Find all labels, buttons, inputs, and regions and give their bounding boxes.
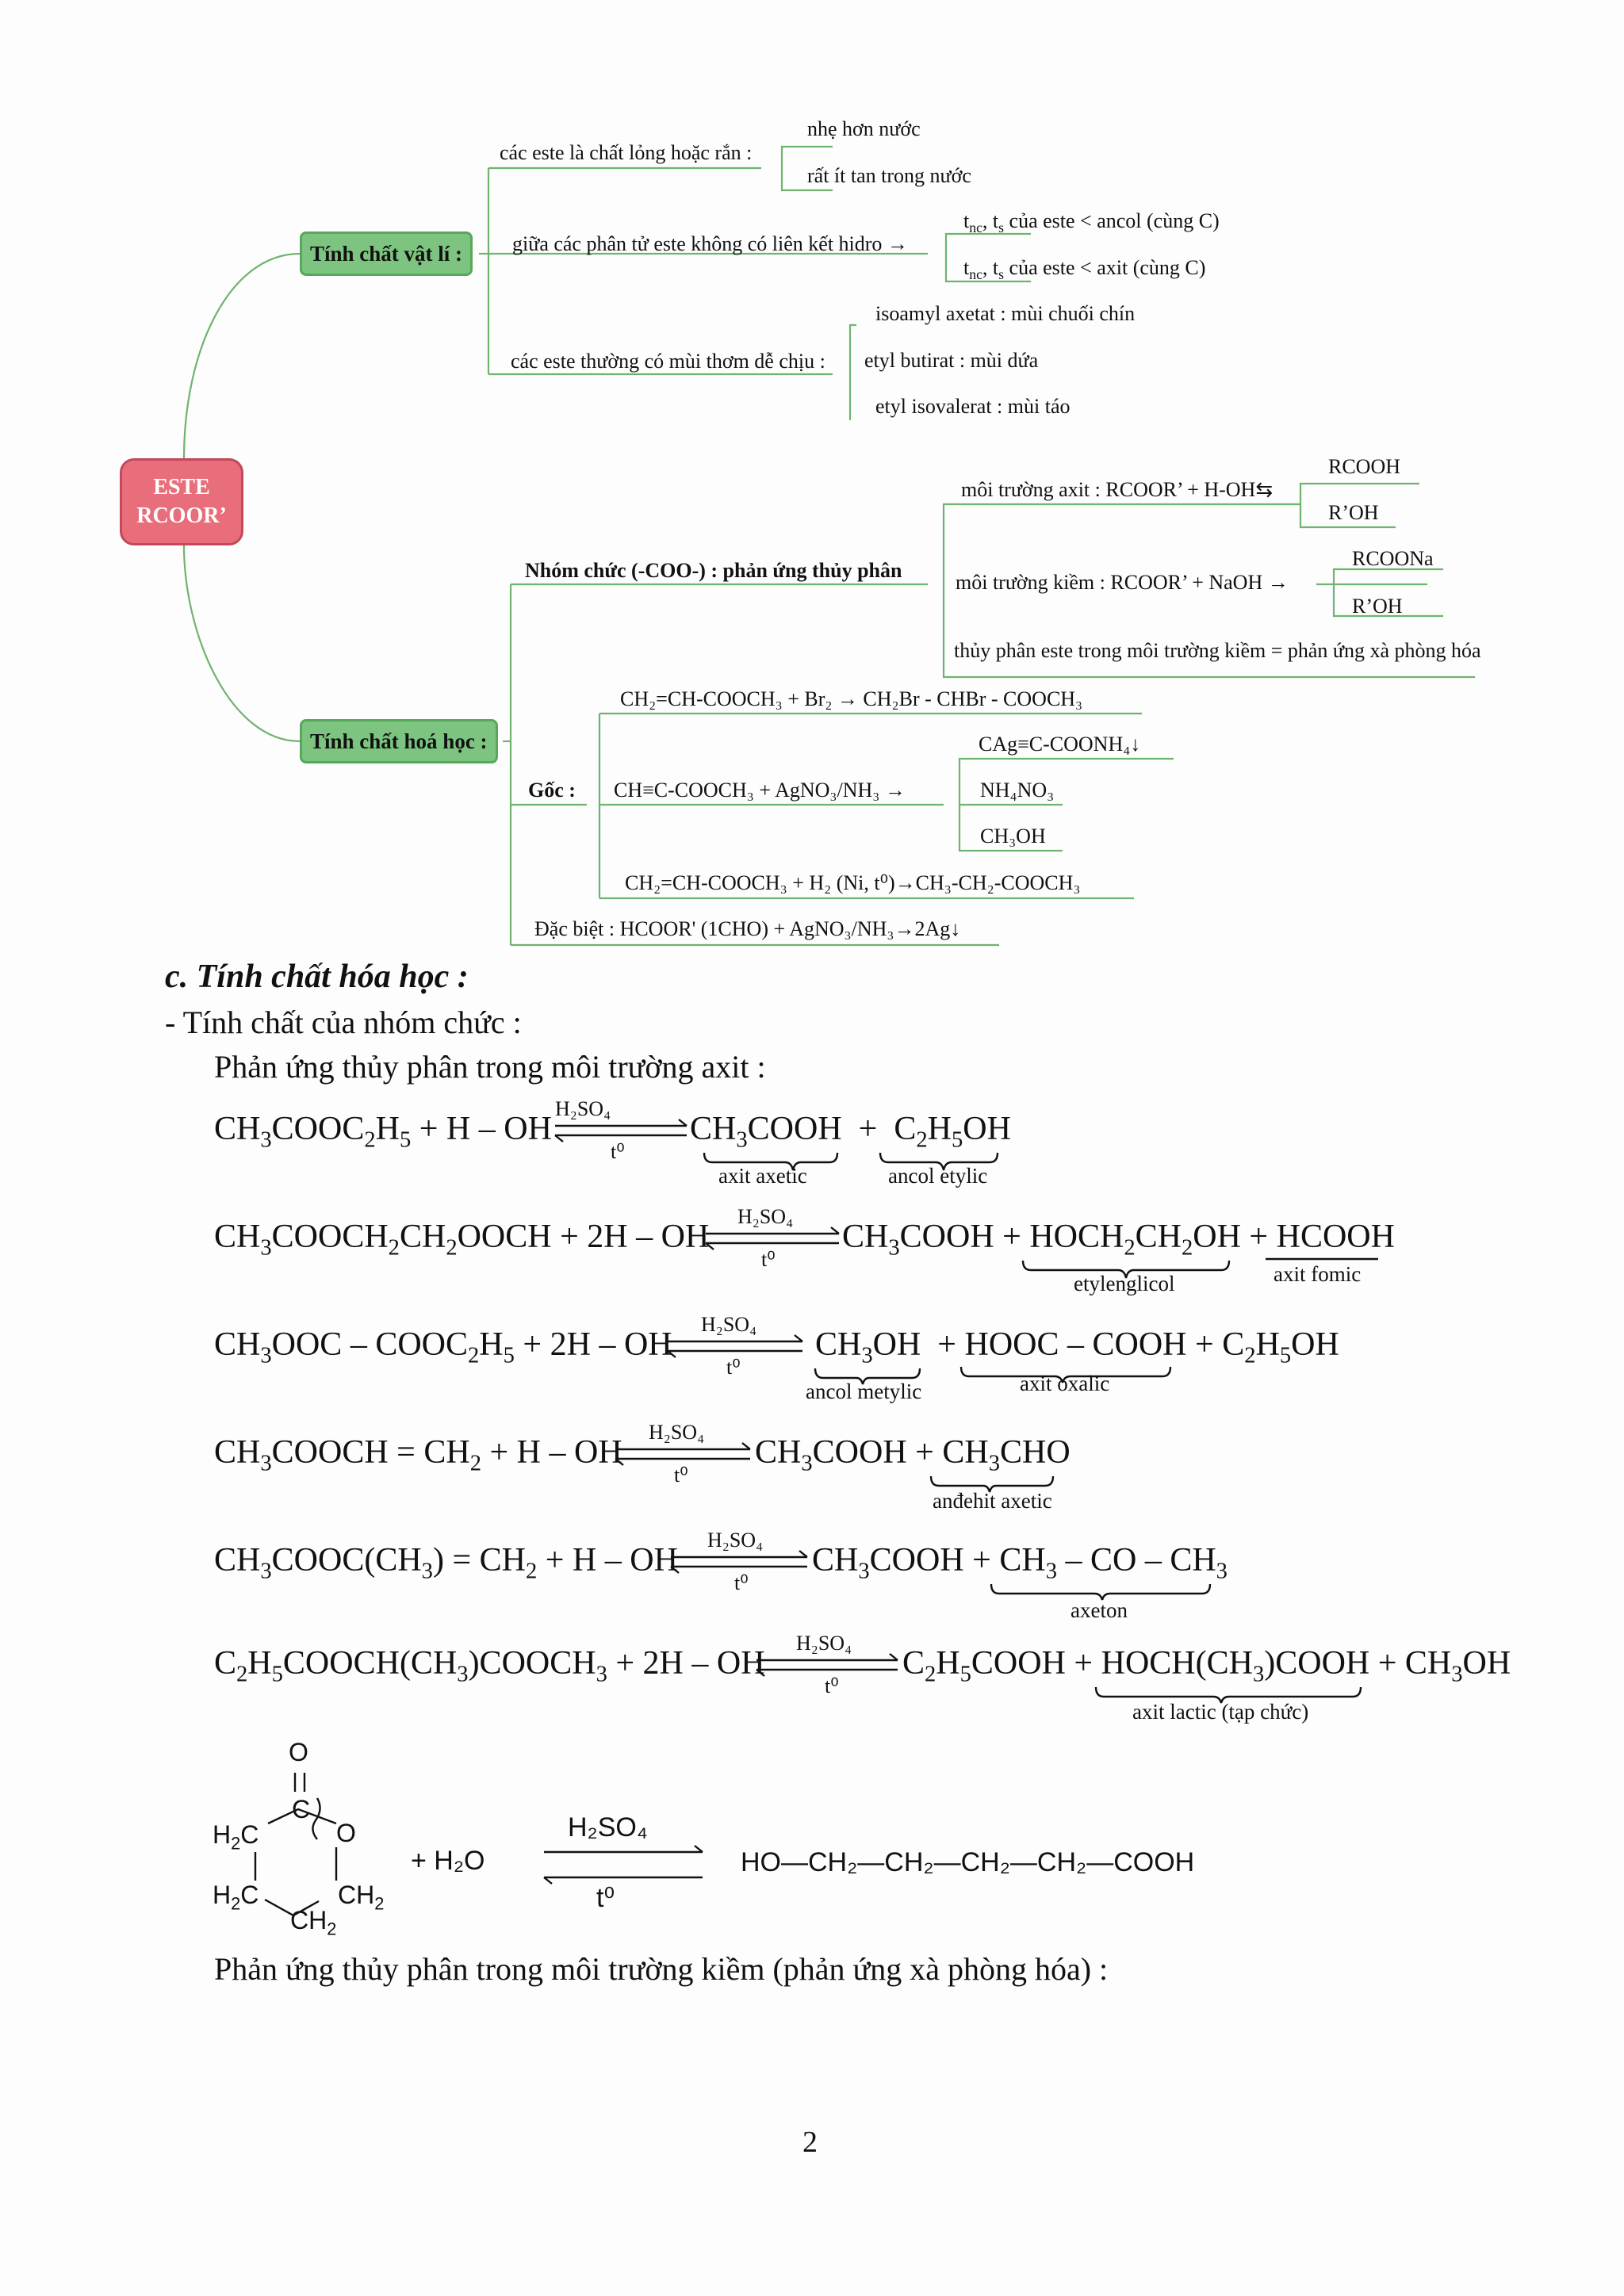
- label-andehit-axetic: anđehit axetic: [933, 1489, 1052, 1513]
- label-ancol-metylic: ancol metylic: [806, 1380, 922, 1403]
- eq4-product: $CH_3COOH + CH_3CHO$: [755, 1434, 1071, 1476]
- smell-item-1: isoamyl axetat : mùi chuối chín: [875, 302, 1136, 325]
- equation-5: $CH_3COOC(CH_3) = CH_2 + H$ – OH: [214, 1542, 678, 1584]
- radical-branch: Gốc :: [528, 779, 576, 802]
- eq6-arrow-bottom: t⁰: [825, 1674, 839, 1697]
- base-product-2: R’OH: [1352, 595, 1403, 618]
- eq3-product: $CH_3OH$ + HOOC – COOH + $C_2H_5OH$: [815, 1326, 1339, 1368]
- eq2-product: $CH_3COOH$ + $HOCH_2CH_2OH$ + HCOOH: [842, 1219, 1395, 1261]
- equation-6: $C_2H_5COOCH(CH_3)COOCH_3 + 2H$ – OH: [214, 1645, 765, 1687]
- smell-branch: các este thường có mùi thơm dễ chịu :: [511, 350, 825, 373]
- bullet-functional: - Tính chất của nhóm chức :: [165, 1004, 522, 1040]
- lactone-o-double: O: [289, 1738, 308, 1766]
- radical-reaction-3: CH₂=CH-COOCH₃ + H₂ (Ni, t⁰)→CH₃-CH₂-COOCH₃: [625, 871, 1081, 894]
- hbond-branch: giữa các phân tử este không có liên kết hidro →: [512, 232, 908, 255]
- lactone-ch2-bottom: $CH_2$: [290, 1906, 337, 1939]
- eq1-product: $CH_3COOH + C_2H_5OH$: [690, 1111, 1011, 1153]
- equation-1: $CH_3COOC_2H_5 + H$ – OH: [214, 1111, 552, 1153]
- eq3-arrow-bottom: t⁰: [726, 1356, 741, 1379]
- lactone-h2c-top: $H_2C$: [213, 1820, 259, 1854]
- state-item-2: rất ít tan trong nước: [807, 164, 971, 187]
- base-medium: môi trường kiềm : RCOOR’ + NaOH →: [956, 571, 1289, 594]
- r2-product-1: CAg≡C-COONH₄↓: [979, 733, 1141, 756]
- label-etylenglicol: etylenglicol: [1074, 1272, 1175, 1295]
- label-axit-fomic: axit fomic: [1274, 1262, 1362, 1286]
- lactone-water: + H₂O: [411, 1846, 485, 1876]
- functional-group-branch: Nhóm chức (-COO-) : phản ứng thủy phân: [525, 559, 902, 582]
- chemical-properties-node: Tính chất hoá học :: [300, 719, 498, 763]
- lactone-arrow-top: H₂SO₄: [568, 1812, 648, 1843]
- hbond-item-1: $t_{nc}$, $t_s$ của este < ancol (cùng C): [963, 209, 1220, 236]
- equation-3: $CH_3OOC$ – $COOC_2H_5 + 2H$ – OH: [214, 1326, 672, 1368]
- label-axit-oxalic: axit oxalic: [1020, 1372, 1110, 1395]
- eq1-arrow-bottom: t⁰: [611, 1140, 625, 1163]
- radical-reaction-2: CH≡C-COOCH₃ + AgNO₃/NH₃ →: [614, 779, 906, 802]
- acid-product-2: R’OH: [1328, 501, 1379, 524]
- eq5-product: $CH_3COOH + CH_3$ – CO – $CH_3$: [812, 1542, 1228, 1584]
- r2-product-2: NH₄NO₃: [980, 779, 1055, 802]
- special-reaction: Đặc biệt : HCOOR' (1CHO) + AgNO₃/NH₃→2Ag↓: [534, 917, 961, 940]
- root-line2: RCOOR’: [136, 503, 227, 528]
- lactone-o-ring: O: [336, 1819, 356, 1847]
- label-axit-lactic: axit lactic (tạp chức): [1132, 1700, 1309, 1724]
- hbond-item-2: $t_{nc}$, $t_s$ của este < axit (cùng C): [963, 256, 1206, 283]
- lactone-arrow-bottom: t⁰: [596, 1883, 615, 1913]
- eq4-arrow-top: H₂SO₄: [649, 1421, 705, 1444]
- section-heading: c. Tính chất hóa học :: [165, 959, 469, 995]
- smell-item-2: etyl butirat : mùi dứa: [864, 349, 1039, 372]
- eq6-arrow-top: H₂SO₄: [796, 1632, 852, 1655]
- label-axit-axetic: axit axetic: [718, 1164, 807, 1188]
- label-ancol-etylic: ancol etylic: [888, 1164, 988, 1188]
- state-item-1: nhẹ hơn nước: [807, 117, 921, 140]
- lactone-c: C: [292, 1795, 311, 1823]
- page-number: 2: [802, 2126, 818, 2159]
- mindmap-root: [120, 458, 243, 545]
- eq5-arrow-top: H₂SO₄: [707, 1529, 764, 1552]
- equation-4: $CH_3COOCH = CH_2 + H$ – OH: [214, 1434, 622, 1476]
- lactone-product: HO—CH₂—CH₂—CH₂—CH₂—COOH: [741, 1847, 1195, 1877]
- acid-medium: môi trường axit : RCOOR’ + H-OH⇆: [961, 478, 1274, 501]
- label-axeton: axeton: [1071, 1598, 1128, 1622]
- smell-item-3: etyl isovalerat : mùi táo: [875, 395, 1071, 418]
- acid-product-1: RCOOH: [1328, 455, 1401, 478]
- r2-product-3: CH₃OH: [980, 825, 1046, 848]
- eq2-arrow-bottom: t⁰: [761, 1248, 776, 1271]
- eq5-arrow-bottom: t⁰: [734, 1571, 749, 1594]
- lactone-ch2-right: $CH_2$: [338, 1881, 385, 1914]
- lactone-h2c-bottom: $H_2C$: [213, 1881, 259, 1914]
- eq4-arrow-bottom: t⁰: [674, 1464, 688, 1487]
- state-branch: các este là chất lỏng hoặc rắn :: [500, 141, 753, 164]
- base-product-1: RCOONa: [1352, 547, 1434, 570]
- acid-hydrolysis-title: Phản ứng thủy phân trong môi trường axit :: [214, 1049, 766, 1085]
- saponification-note: thủy phân este trong môi trường kiềm = phản ứng xà phòng hóa: [954, 639, 1481, 662]
- physical-properties-node: Tính chất vật lí :: [300, 232, 473, 276]
- root-line1: ESTE: [153, 475, 210, 499]
- base-hydrolysis-title: Phản ứng thủy phân trong môi trường kiềm (phản ứng xà phòng hóa) :: [214, 1951, 1109, 1987]
- equation-2: $CH_3COOCH_2CH_2OOCH + 2H$ – OH: [214, 1219, 710, 1261]
- radical-reaction-1: CH₂=CH-COOCH₃ + Br₂ → CH₂Br - CHBr - COOCH₃: [620, 687, 1083, 710]
- eq3-arrow-top: H₂SO₄: [701, 1313, 757, 1336]
- eq6-product: $C_2H_5COOH$ + $HOCH(CH_3)COOH + CH_3OH$: [902, 1645, 1511, 1687]
- eq1-arrow-top: H₂SO₄: [555, 1097, 611, 1120]
- eq2-arrow-top: H₂SO₄: [737, 1205, 794, 1228]
